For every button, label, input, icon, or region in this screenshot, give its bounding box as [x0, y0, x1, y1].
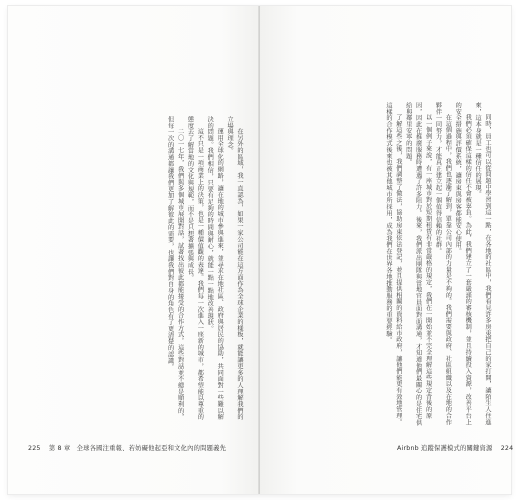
- right-page-body: [280, 102, 492, 428]
- left-page-body: [36, 116, 244, 426]
- right-page-footer: [397, 443, 513, 452]
- left-paragraph: 這不只是一項商業上的決策，也是一種價值觀的表達。我們每一次進入一座新的城市，都希望能以尊重的態度去了解當地的文化與規範，而不是只想著擴張與成長。: [186, 116, 204, 421]
- right-paragraph: 同時，員工也可以從問題中學習到這一點，在各地的社區中，我們看見許多房東把自己的家打開，讓陌生人住進來，這本身就是一種信任的展現。: [474, 102, 491, 426]
- left-page-footer: [28, 443, 226, 452]
- left-chapter-label: 第 8 章: [48, 445, 71, 452]
- right-paragraph: 在這個過程中，我們也逐漸了解到，單靠公司內部的力量是不夠的。我們需要與政府、社區組織以及在地的合作夥伴一同努力，才能真正建立起一個值得信賴的社群。: [434, 102, 452, 426]
- right-paragraph: 了解這些之後，我們調整了做法，協助房東依法登記，並且提供相關的資料給市政府，讓他們能更有效地管理。這樣的合作模式後來也被其他城市所採用，成為我們在世界各地推動服務的重要經驗。: [384, 102, 402, 426]
- right-paragraph: 以一個例子來說，有一座城市對於短期租賃有非常嚴格的規定，我們在一開始並不完全理解這些規定背後的原因，因此在推廣服務時遭遇了許多阻力。後來，我們派出團隊與當地官員面對面溝通，才知道他們最關心的是住宅供給與鄰里安寧的問題。: [404, 102, 432, 426]
- right-running-title: Airbnb 追蹤保護模式的關鍵資源: [397, 445, 493, 452]
- book-spread: [8, 6, 514, 494]
- right-page: [260, 6, 514, 494]
- left-running-title: 全球各國注重報、若妨礙他起亞和文化內的問題義先: [76, 445, 227, 452]
- left-paragraph: 運用全球化的網路，讓在地的城市參與進來，並尋求在地社區、政府與居民的協助，共同面對一些難以解決的問題。我們相信，只要有足夠的時間與耐心，就能一點一點地改善現狀。: [206, 116, 224, 421]
- right-page-number: 224: [500, 445, 514, 452]
- left-paragraph: 二〇一七年，我們與多個城市展開對話，試著找出彼此都能接受的合作方式。這些對話並不總是順利的，但每一次的溝通都讓我們更加了解彼此的需要，也讓我們對自身的角色有了更清楚的認識。: [166, 116, 184, 421]
- left-page: [8, 6, 259, 494]
- left-paragraph: 在另外的區域，我一直認為，如果一家公司能在這方面作為全球企業的樣板，就能讓更多的人理解我們的立場與理念。: [226, 116, 243, 421]
- left-page-number: 225: [28, 445, 41, 452]
- right-paragraph: 我們必須確保這樣的信任不會被辜負。為此，我們建立了一套嚴謹的審核機制，並且持續投入資源，改善平台上的安全措施與評價系統，讓房東與房客都能安心使用。: [454, 102, 472, 426]
